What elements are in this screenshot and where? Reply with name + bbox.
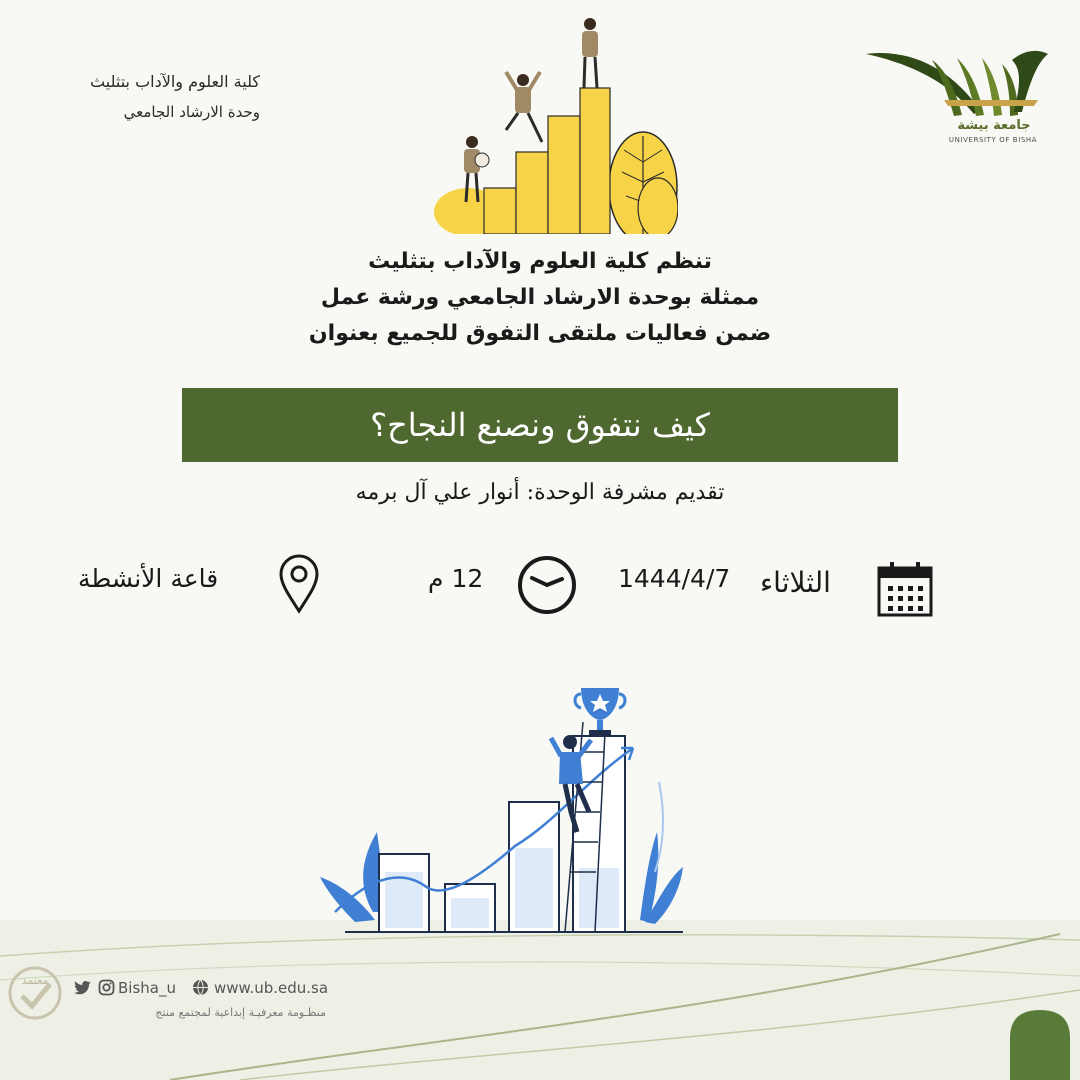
footer-slogan: منظـومة معرفيـة إبداعية لمجتمع منتج <box>155 1006 326 1019</box>
social-handle[interactable]: Bisha_u <box>118 979 176 997</box>
event-date: 1444/4/7 <box>618 564 731 593</box>
logo-english-name: UNIVERSITY OF BISHA <box>948 136 1038 144</box>
success-stairs-illustration <box>428 12 678 234</box>
logo-arabic-name: جامعة بيشة <box>957 118 1031 133</box>
location-pin-icon <box>278 554 320 614</box>
trophy-growth-illustration <box>315 672 700 934</box>
intro-line-1: تنظم كلية العلوم والآداب بتثليث <box>368 249 712 274</box>
workshop-title: كيف نتفوق ونصنع النجاح؟ <box>370 406 710 444</box>
globe-icon <box>192 979 209 996</box>
workshop-title-banner <box>182 388 898 462</box>
twitter-icon[interactable] <box>74 980 92 996</box>
intro-text <box>200 244 880 352</box>
footer-decoration <box>0 920 1080 1080</box>
event-time: 12 م <box>428 564 484 593</box>
presenter-line: تقديم مشرفة الوحدة: أنوار علي آل برمه <box>355 480 725 505</box>
event-venue: قاعة الأنشطة <box>78 564 219 593</box>
website-link[interactable]: www.ub.edu.sa <box>214 979 329 997</box>
unit-name: وحدة الارشاد الجامعي <box>123 103 260 121</box>
intro-line-3: ضمن فعاليات ملتقى التفوق للجميع بعنوان <box>308 321 772 346</box>
college-name: كلية العلوم والآداب بتثليث <box>90 72 260 91</box>
instagram-icon[interactable] <box>98 979 115 996</box>
college-header <box>40 72 260 121</box>
intro-line-2: ممثلة بوحدة الارشاد الجامعي ورشة عمل <box>320 285 760 310</box>
calendar-icon <box>876 560 934 618</box>
accreditation-badge-label: معتمد <box>21 974 49 987</box>
clock-icon <box>516 554 578 616</box>
event-day: الثلاثاء <box>760 566 831 599</box>
